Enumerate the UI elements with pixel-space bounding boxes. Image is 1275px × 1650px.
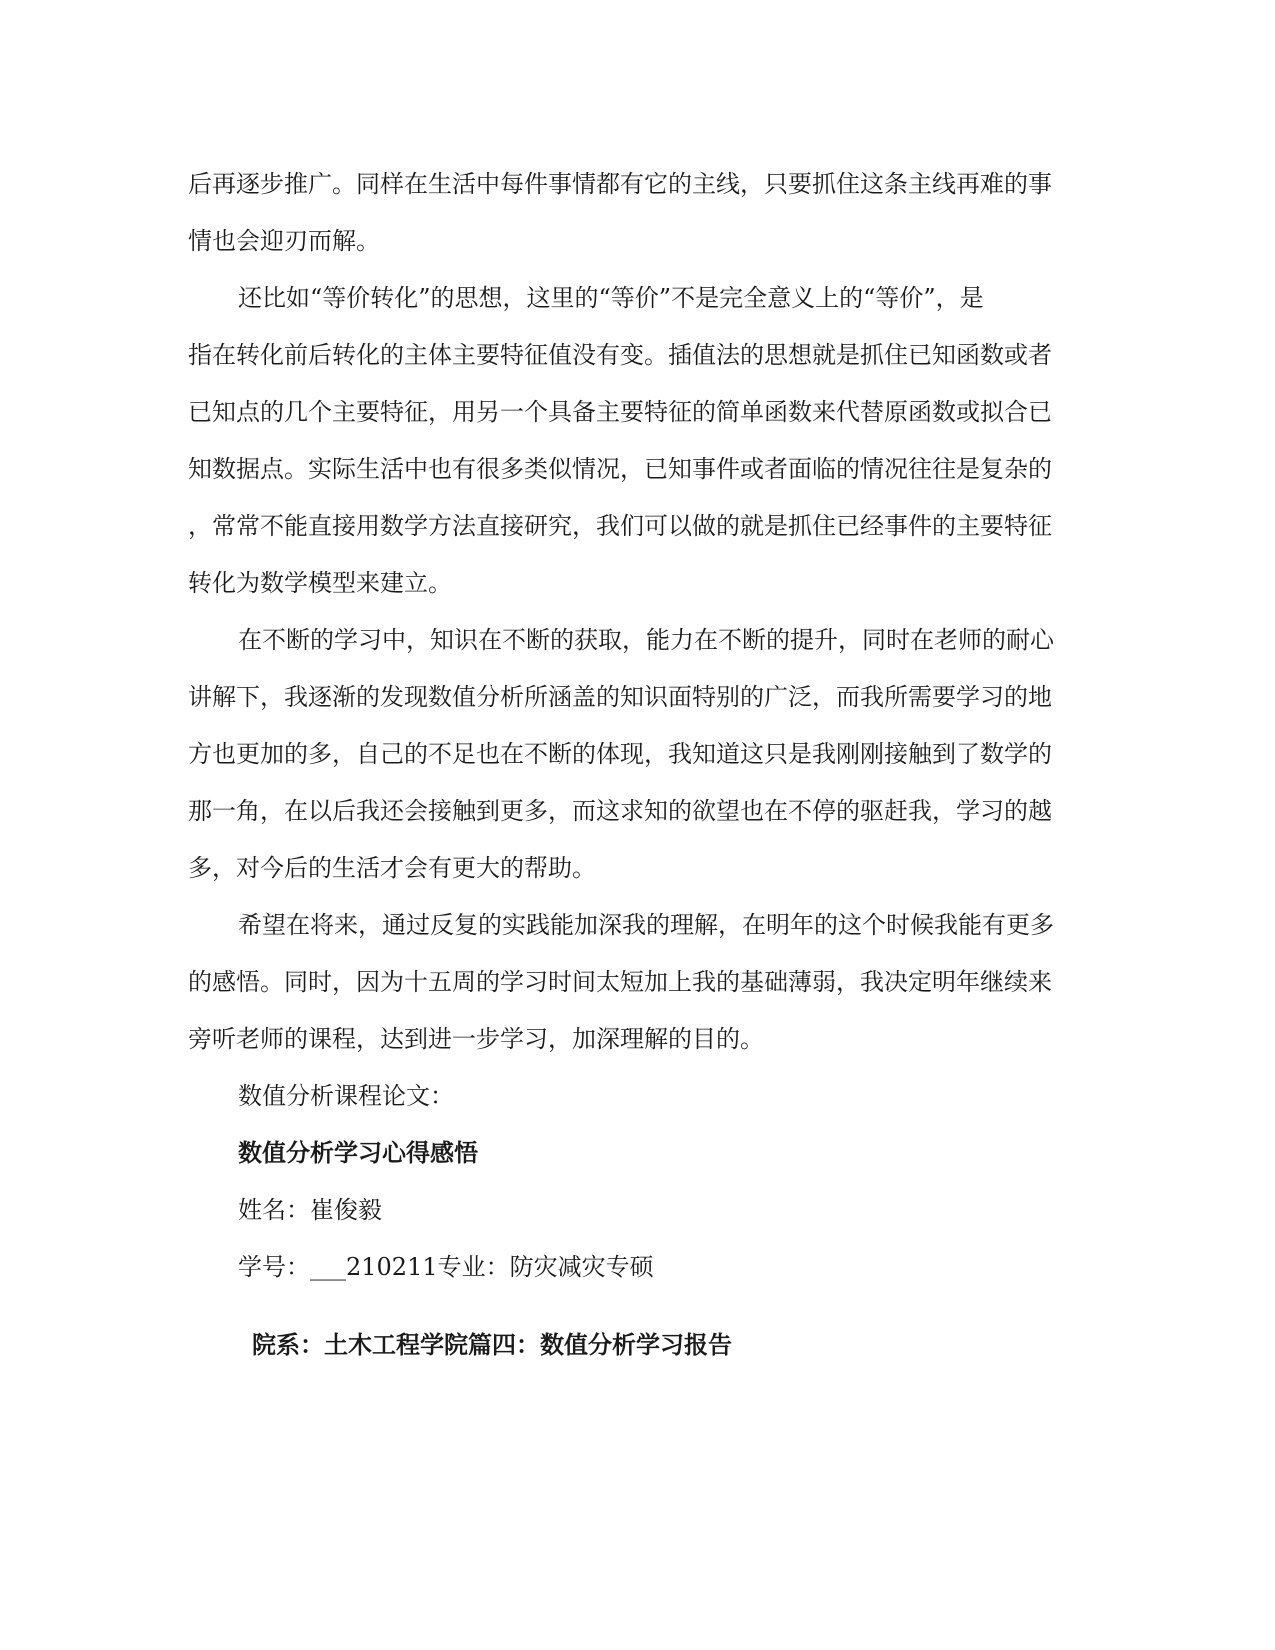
- paragraph-line: 讲解下，我逐渐的发现数值分析所涵盖的知识面特别的广泛，而我所需要学习的地: [188, 683, 1052, 711]
- paper-title: 数值分析学习心得感悟: [238, 1138, 478, 1167]
- paragraph-line: 已知点的几个主要特征，用另一个具备主要特征的简单函数来代替原函数或拟合已: [188, 398, 1052, 426]
- paragraph-line: 在不断的学习中，知识在不断的获取，能力在不断的提升，同时在老师的耐心: [238, 626, 1054, 654]
- paragraph-line: 指在转化前后转化的主体主要特征值没有变。插值法的思想就是抓住已知函数或者: [188, 341, 1052, 369]
- paragraph-line: 的感悟。同时，因为十五周的学习时间太短加上我的基础薄弱，我决定明年继续来: [188, 968, 1052, 996]
- paragraph-line: ，常常不能直接用数学方法直接研究，我们可以做的就是抓住已经事件的主要特征: [188, 512, 1052, 540]
- paragraph-line: 还比如“等价转化”的思想，这里的“等价”不是完全意义上的“等价”，是: [238, 284, 984, 312]
- student-info: 学号：___210211专业：防灾减灾专硕: [238, 1253, 654, 1281]
- section-heading: 院系：土木工程学院篇四：数值分析学习报告: [252, 1330, 732, 1359]
- paragraph-line: 希望在将来，通过反复的实践能加深我的理解，在明年的这个时候我能有更多: [238, 911, 1054, 939]
- paragraph-line: 转化为数学模型来建立。: [188, 569, 452, 597]
- paragraph-line: 多，对今后的生活才会有更大的帮助。: [188, 854, 596, 882]
- paragraph-line: 后再逐步推广。同样在生活中每件事情都有它的主线，只要抓住这条主线再难的事: [188, 170, 1052, 198]
- paragraph-line: 旁听老师的课程，达到进一步学习，加深理解的目的。: [188, 1025, 764, 1053]
- paragraph-line: 知数据点。实际生活中也有很多类似情况，已知事件或者面临的情况往往是复杂的: [188, 455, 1052, 483]
- paragraph-line: 那一角，在以后我还会接触到更多，而这求知的欲望也在不停的驱赶我，学习的越: [188, 797, 1052, 825]
- paragraph-line: 方也更加的多，自己的不足也在不断的体现，我知道这只是我刚刚接触到了数学的: [188, 740, 1052, 768]
- paper-label: 数值分析课程论文：: [238, 1082, 454, 1110]
- author-name: 姓名：崔俊毅: [238, 1196, 382, 1224]
- paragraph-line: 情也会迎刃而解。: [188, 227, 380, 255]
